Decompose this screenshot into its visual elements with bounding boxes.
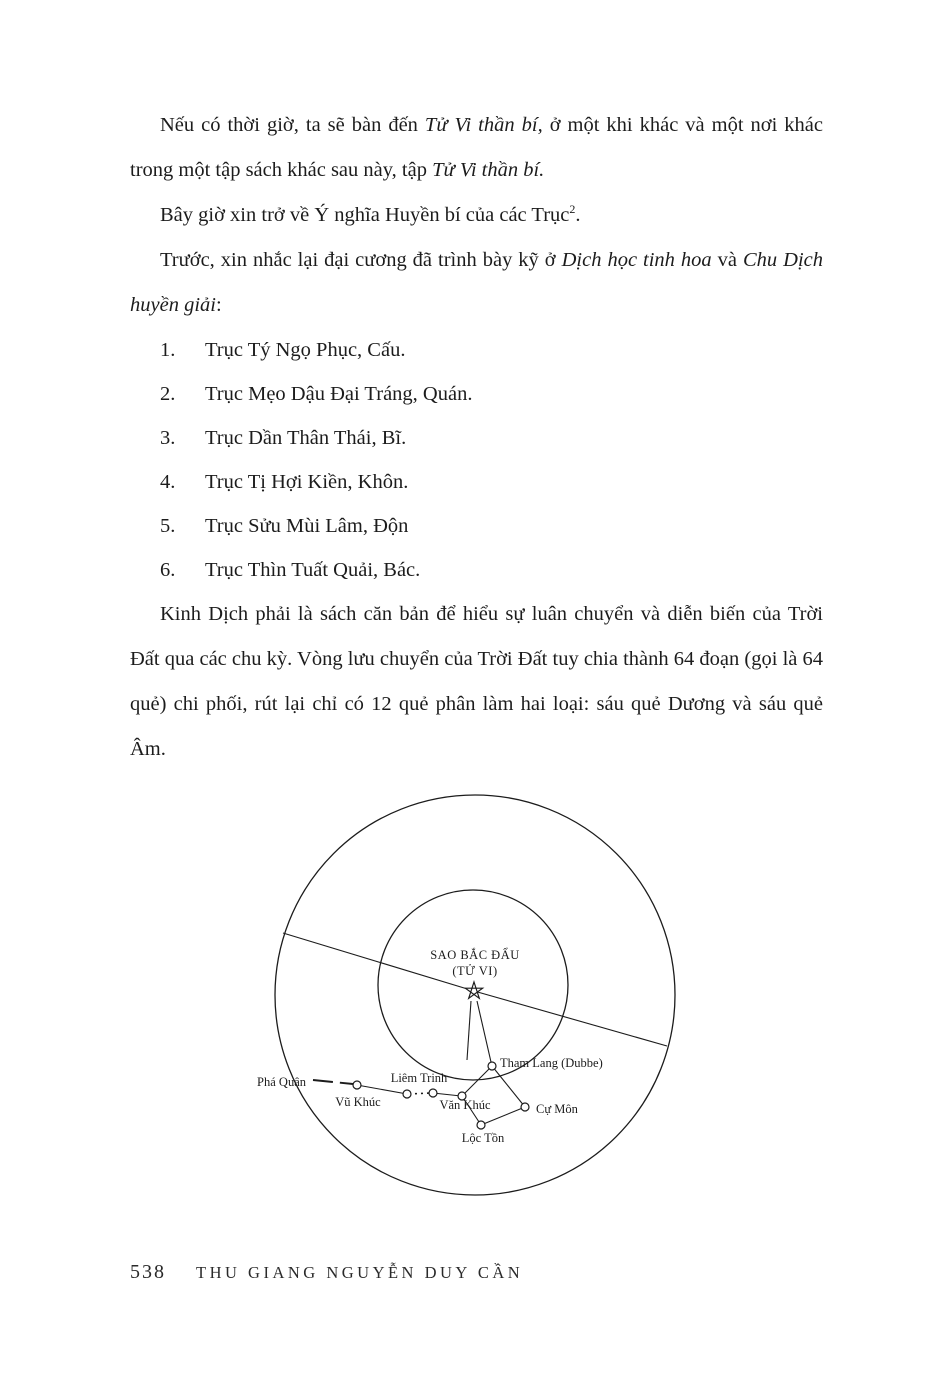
bowl-segment-2 — [492, 1066, 525, 1107]
page-footer — [130, 1261, 523, 1284]
paragraph-3-colon: : — [215, 294, 222, 316]
paragraph-3-text-b: và — [711, 249, 743, 271]
list-item-number: 1. — [160, 339, 176, 361]
star-marker-liem-trinh — [429, 1089, 437, 1097]
label-liem-trinh: Liêm Trinh — [390, 1071, 448, 1085]
list-item-number: 2. — [160, 383, 176, 405]
handle-dash-segment — [313, 1080, 353, 1084]
handle-segment-2-dotted — [409, 1093, 431, 1094]
list-item-text: Trục Sửu Mùi Lâm, Độn — [205, 515, 409, 537]
label-loc-ton: Lộc Tồn — [461, 1131, 505, 1145]
center-label-line1: SAO BẮC ĐẨU — [430, 948, 520, 962]
pointer-line-tham-lang — [477, 1001, 491, 1062]
list-item-text: Trục Dần Thân Thái, Bĩ. — [205, 427, 407, 449]
pole-star-icon — [465, 982, 482, 998]
book-title-tu-vi-than-bi: Tử Vi thần bí, — [424, 114, 543, 136]
list-item-text: Trục Mẹo Dậu Đại Tráng, Quán. — [205, 383, 473, 405]
paragraph-1-text-a: Nếu có thời giờ, ta sẽ bàn đến — [160, 114, 425, 136]
list-item-text: Trục Thìn Tuất Quải, Bác. — [205, 559, 421, 581]
book-title-chu-dich-huyen-giai: Chu Dịch huyền giải — [130, 249, 823, 316]
label-van-khuc: Văn Khúc — [439, 1098, 491, 1112]
star-marker-loc-ton — [477, 1121, 485, 1129]
bowl-segment-1 — [462, 1066, 492, 1096]
book-title-tu-vi-than-bi-2: Tử Vi thần bí. — [432, 159, 545, 181]
list-item-number: 5. — [160, 515, 176, 537]
center-label-line2: (TỬ VI) — [452, 964, 498, 978]
paragraph-1-text-b: ở một khi khác và một nơi khác trong một tập sách khác sau này, tập — [130, 114, 823, 181]
list-item-number: 4. — [160, 471, 176, 493]
paragraph-2-period: . — [575, 204, 581, 226]
label-cu-mon: Cự Môn — [536, 1102, 578, 1116]
handle-segment-1 — [357, 1085, 407, 1094]
paragraph-4: Kinh Dịch phải là sách căn bản để hiểu sự luân chuyển và diễn biến của Trời Đất qua các chu kỳ. Vòng lưu chuyển của Trời Đất tuy chia thành 64 đoạn (gọi là 64 quẻ) chi phối, rút lại chỉ có 12 quẻ phân làm hai loại: sáu quẻ Dương và sáu quẻ Âm. — [130, 603, 823, 760]
footnote-reference-2: 2 — [569, 202, 576, 217]
list-item-number: 6. — [160, 559, 176, 581]
star-marker-tham-lang — [488, 1062, 496, 1070]
list-item-number: 3. — [160, 427, 176, 449]
label-vu-khuc: Vũ Khúc — [335, 1095, 381, 1109]
running-title: THU GIANG NGUYỄN DUY CẦN — [196, 1263, 524, 1282]
label-tham-lang: Tham Lang (Dubbe) — [500, 1056, 603, 1070]
list-item-text: Trục Tị Hợi Kiền, Khôn. — [205, 471, 409, 493]
list-item-text: Trục Tý Ngọ Phục, Cấu. — [205, 339, 406, 361]
axis-line-right — [474, 991, 667, 1046]
paragraph-2-text: Bây giờ xin trở về Ý nghĩa Huyền bí của các Trục — [160, 204, 570, 226]
star-marker-cu-mon — [521, 1103, 529, 1111]
pointer-line-vertical — [467, 1001, 471, 1060]
paragraph-3-text-a: Trước, xin nhắc lại đại cương đã trình bày kỹ ở — [160, 249, 562, 271]
page-number: 538 — [130, 1261, 166, 1283]
star-marker-pha-quan — [353, 1081, 361, 1089]
star-marker-vu-khuc — [403, 1090, 411, 1098]
book-title-dich-hoc-tinh-hoa: Dịch học tinh hoa — [561, 249, 712, 271]
label-pha-quan: Phá Quân — [257, 1075, 306, 1089]
